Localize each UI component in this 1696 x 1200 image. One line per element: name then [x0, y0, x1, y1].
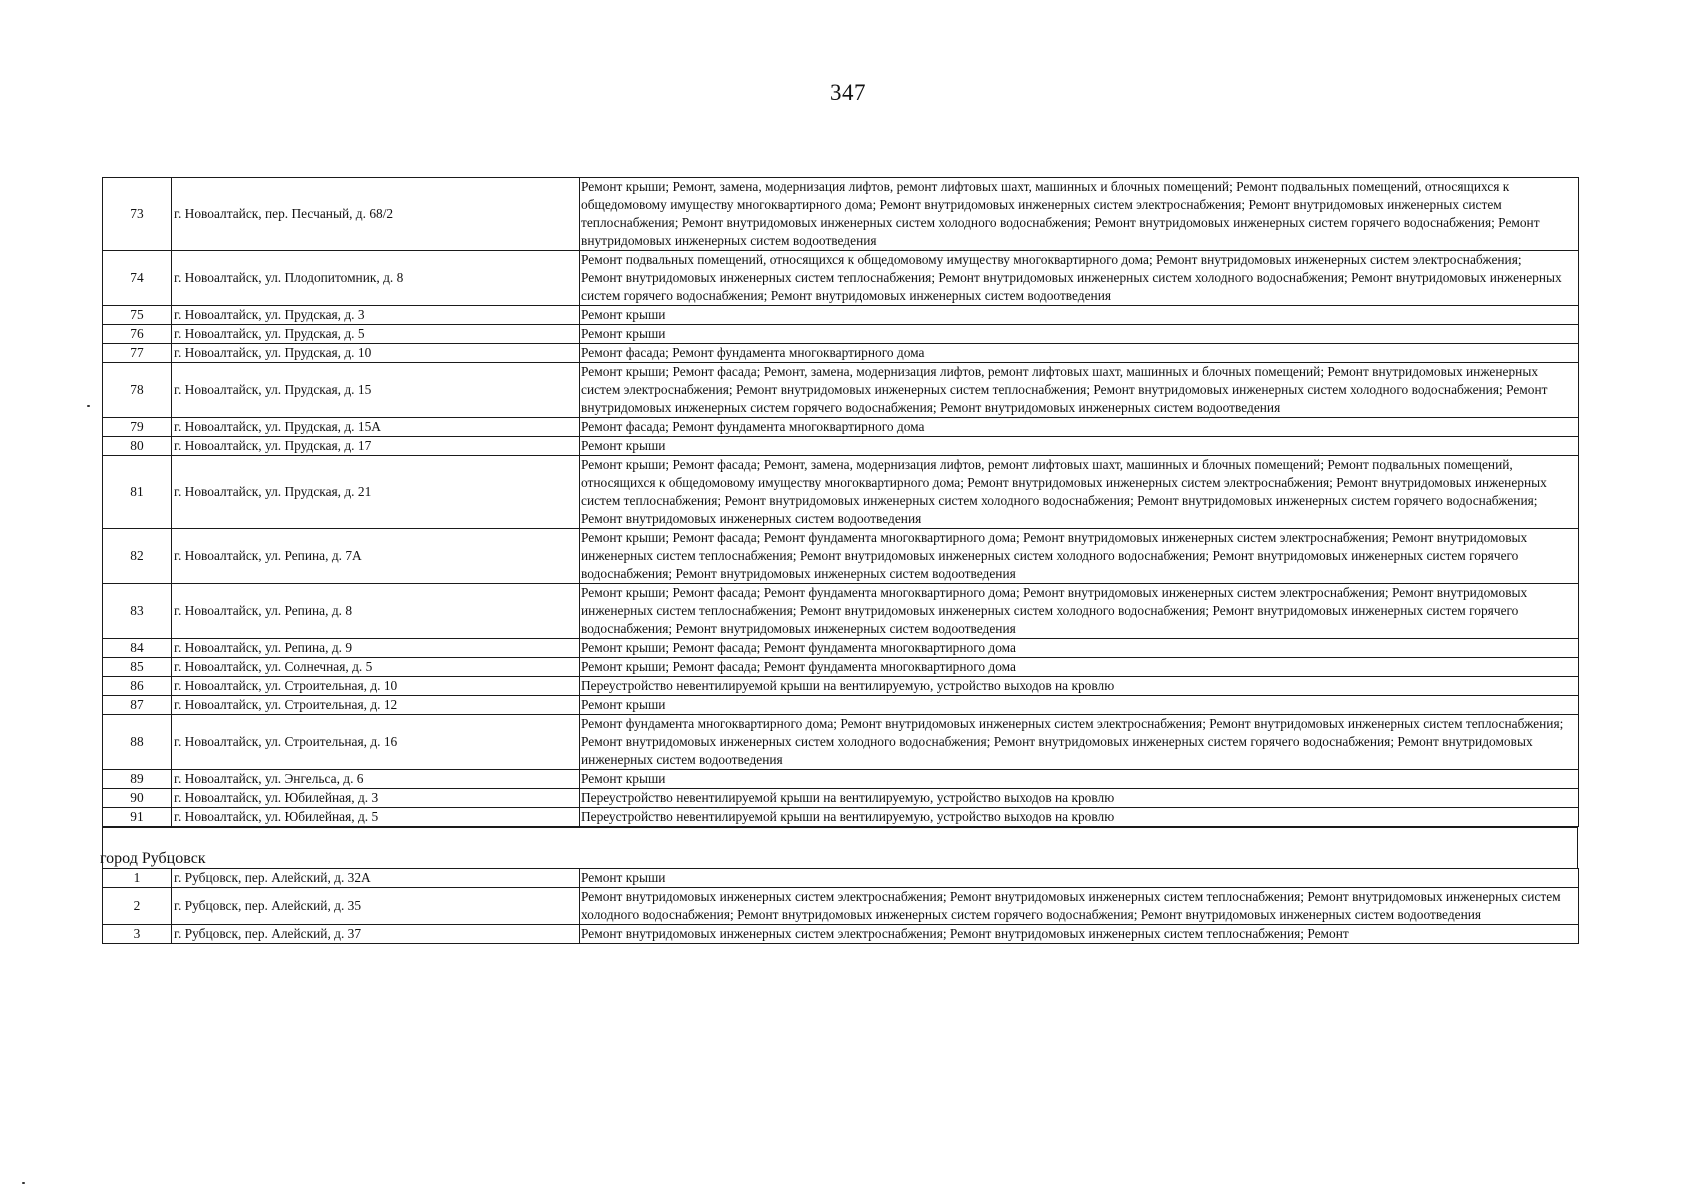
- table-row: [103, 888, 1579, 925]
- row-number: 87: [103, 696, 172, 715]
- row-number: 74: [103, 251, 172, 306]
- row-works: Ремонт внутридомовых инженерных систем электроснабжения; Ремонт внутридомовых инженерных систем теплоснабжения; Ремонт внутридомовых инженерных систем холодного водоснабжения; Ремонт внутридомовых инженерных систем горячего водоснабжения; Ремонт внутридомовых инженерных систем водоотведения: [580, 888, 1579, 925]
- table-row: [103, 770, 1579, 789]
- table-row: [103, 178, 1579, 251]
- row-address: г. Новоалтайск, ул. Прудская, д. 10: [172, 344, 580, 363]
- row-address: г. Новоалтайск, ул. Прудская, д. 15: [172, 363, 580, 418]
- row-works: Переустройство невентилируемой крыши на вентилируемую, устройство выходов на кровлю: [580, 789, 1579, 808]
- row-works: Ремонт фундамента многоквартирного дома; Ремонт внутридомовых инженерных систем электроснабжения; Ремонт внутридомовых инженерных систем теплоснабжения; Ремонт внутридомовых инженерных систем холодного водоснабжения; Ремонт внутридомовых инженерных систем горячего водоснабжения; Ремонт внутридомовых инженерных систем водоотведения: [580, 715, 1579, 770]
- row-works: Ремонт крыши; Ремонт фасада; Ремонт фундамента многоквартирного дома; Ремонт внутридомовых инженерных систем электроснабжения; Ремонт внутридомовых инженерных систем теплоснабжения; Ремонт внутридомовых инженерных систем холодного водоснабжения; Ремонт внутридомовых инженерных систем горячего водоснабжения; Ремонт внутридомовых инженерных систем водоотведения: [580, 584, 1579, 639]
- page-number: 347: [830, 80, 866, 105]
- row-address: г. Новоалтайск, ул. Строительная, д. 10: [172, 677, 580, 696]
- row-number: 77: [103, 344, 172, 363]
- row-works: Ремонт внутридомовых инженерных систем электроснабжения; Ремонт внутридомовых инженерных систем теплоснабжения; Ремонт: [580, 925, 1579, 944]
- row-number: 88: [103, 715, 172, 770]
- row-works: Ремонт фасада; Ремонт фундамента многоквартирного дома: [580, 418, 1579, 437]
- row-address: г. Новоалтайск, ул. Прудская, д. 5: [172, 325, 580, 344]
- row-number: 1: [103, 869, 172, 888]
- table-row: [103, 584, 1579, 639]
- table-row: [103, 869, 1579, 888]
- row-works: Переустройство невентилируемой крыши на вентилируемую, устройство выходов на кровлю: [580, 677, 1579, 696]
- address-works-table-rubtsovsk: [102, 868, 1579, 944]
- row-number: 75: [103, 306, 172, 325]
- table-row: [103, 658, 1579, 677]
- row-number: 80: [103, 437, 172, 456]
- row-number: 90: [103, 789, 172, 808]
- row-number: 2: [103, 888, 172, 925]
- table-row: [103, 456, 1579, 529]
- row-address: г. Новоалтайск, ул. Строительная, д. 16: [172, 715, 580, 770]
- scan-speck: [22, 1182, 25, 1184]
- row-number: 91: [103, 808, 172, 827]
- row-works: Ремонт крыши; Ремонт фасада; Ремонт, замена, модернизация лифтов, ремонт лифтовых шахт, машинных и блочных помещений; Ремонт внутридомовых инженерных систем электроснабжения; Ремонт внутридомовых инженерных систем теплоснабжения; Ремонт внутридомовых инженерных систем холодного водоснабжения; Ремонт внутридомовых инженерных систем горячего водоснабжения; Ремонт внутридомовых инженерных систем водоотведения: [580, 363, 1579, 418]
- row-number: 83: [103, 584, 172, 639]
- table-body-novoaltaysk: [103, 178, 1579, 827]
- row-number: 89: [103, 770, 172, 789]
- scan-speck: [87, 405, 90, 407]
- city-section-header: [102, 827, 1578, 868]
- row-works: Ремонт крыши: [580, 325, 1579, 344]
- row-number: 85: [103, 658, 172, 677]
- table-row: [103, 251, 1579, 306]
- address-works-table-novoaltaysk: [102, 177, 1579, 827]
- row-address: г. Новоалтайск, ул. Плодопитомник, д. 8: [172, 251, 580, 306]
- row-works: Переустройство невентилируемой крыши на вентилируемую, устройство выходов на кровлю: [580, 808, 1579, 827]
- row-address: г. Новоалтайск, ул. Репина, д. 9: [172, 639, 580, 658]
- row-number: 86: [103, 677, 172, 696]
- row-number: 73: [103, 178, 172, 251]
- table-row: [103, 808, 1579, 827]
- row-address: г. Новоалтайск, ул. Репина, д. 8: [172, 584, 580, 639]
- row-number: 84: [103, 639, 172, 658]
- row-address: г. Рубцовск, пер. Алейский, д. 32А: [172, 869, 580, 888]
- row-works: Ремонт крыши: [580, 696, 1579, 715]
- row-number: 3: [103, 925, 172, 944]
- row-number: 78: [103, 363, 172, 418]
- row-address: г. Новоалтайск, пер. Песчаный, д. 68/2: [172, 178, 580, 251]
- row-works: Ремонт крыши: [580, 437, 1579, 456]
- row-address: г. Новоалтайск, ул. Прудская, д. 15А: [172, 418, 580, 437]
- row-works: Ремонт крыши: [580, 869, 1579, 888]
- row-works: Ремонт крыши: [580, 770, 1579, 789]
- row-address: г. Новоалтайск, ул. Солнечная, д. 5: [172, 658, 580, 677]
- table-row: [103, 418, 1579, 437]
- table-row: [103, 677, 1579, 696]
- row-works: Ремонт крыши; Ремонт фасада; Ремонт, замена, модернизация лифтов, ремонт лифтовых шахт, машинных и блочных помещений; Ремонт подвальных помещений, относящихся к общедомовому имуществу многоквартирного дома; Ремонт внутридомовых инженерных систем электроснабжения; Ремонт внутридомовых инженерных систем теплоснабжения; Ремонт внутридомовых инженерных систем холодного водоснабжения; Ремонт внутридомовых инженерных систем горячего водоснабжения; Ремонт внутридомовых инженерных систем водоотведения: [580, 456, 1579, 529]
- row-number: 82: [103, 529, 172, 584]
- table-row: [103, 437, 1579, 456]
- row-address: г. Новоалтайск, ул. Юбилейная, д. 3: [172, 789, 580, 808]
- row-address: г. Новоалтайск, ул. Прудская, д. 21: [172, 456, 580, 529]
- row-works: Ремонт крыши; Ремонт, замена, модернизация лифтов, ремонт лифтовых шахт, машинных и блочных помещений; Ремонт подвальных помещений, относящихся к общедомовому имуществу многоквартирного дома; Ремонт внутридомовых инженерных систем электроснабжения; Ремонт внутридомовых инженерных систем теплоснабжения; Ремонт внутридомовых инженерных систем холодного водоснабжения; Ремонт внутридомовых инженерных систем горячего водоснабжения; Ремонт внутридомовых инженерных систем водоотведения: [580, 178, 1579, 251]
- row-address: г. Новоалтайск, ул. Юбилейная, д. 5: [172, 808, 580, 827]
- row-works: Ремонт крыши; Ремонт фасада; Ремонт фундамента многоквартирного дома; Ремонт внутридомовых инженерных систем электроснабжения; Ремонт внутридомовых инженерных систем теплоснабжения; Ремонт внутридомовых инженерных систем холодного водоснабжения; Ремонт внутридомовых инженерных систем горячего водоснабжения; Ремонт внутридомовых инженерных систем водоотведения: [580, 529, 1579, 584]
- row-number: 79: [103, 418, 172, 437]
- row-works: Ремонт крыши: [580, 306, 1579, 325]
- row-address: г. Новоалтайск, ул. Энгельса, д. 6: [172, 770, 580, 789]
- row-address: г. Рубцовск, пер. Алейский, д. 35: [172, 888, 580, 925]
- repair-register: [102, 177, 1578, 944]
- row-address: г. Новоалтайск, ул. Строительная, д. 12: [172, 696, 580, 715]
- row-works: Ремонт крыши; Ремонт фасада; Ремонт фундамента многоквартирного дома: [580, 658, 1579, 677]
- row-address: г. Новоалтайск, ул. Прудская, д. 3: [172, 306, 580, 325]
- table-row: [103, 639, 1579, 658]
- row-address: г. Новоалтайск, ул. Прудская, д. 17: [172, 437, 580, 456]
- table-row: [103, 363, 1579, 418]
- table-row: [103, 925, 1579, 944]
- table-row: [103, 306, 1579, 325]
- row-address: г. Новоалтайск, ул. Репина, д. 7А: [172, 529, 580, 584]
- table-row: [103, 696, 1579, 715]
- table-row: [103, 325, 1579, 344]
- row-number: 76: [103, 325, 172, 344]
- table-row: [103, 789, 1579, 808]
- row-works: Ремонт крыши; Ремонт фасада; Ремонт фундамента многоквартирного дома: [580, 639, 1579, 658]
- row-number: 81: [103, 456, 172, 529]
- row-works: Ремонт подвальных помещений, относящихся к общедомовому имуществу многоквартирного дома; Ремонт внутридомовых инженерных систем электроснабжения; Ремонт внутридомовых инженерных систем теплоснабжения; Ремонт внутридомовых инженерных систем холодного водоснабжения; Ремонт внутридомовых инженерных систем горячего водоснабжения; Ремонт внутридомовых инженерных систем водоотведения: [580, 251, 1579, 306]
- row-works: Ремонт фасада; Ремонт фундамента многоквартирного дома: [580, 344, 1579, 363]
- table-body-rubtsovsk: [103, 869, 1579, 944]
- row-address: г. Рубцовск, пер. Алейский, д. 37: [172, 925, 580, 944]
- city-section-title: город Рубцовск: [100, 850, 206, 867]
- table-row: [103, 529, 1579, 584]
- table-row: [103, 344, 1579, 363]
- table-row: [103, 715, 1579, 770]
